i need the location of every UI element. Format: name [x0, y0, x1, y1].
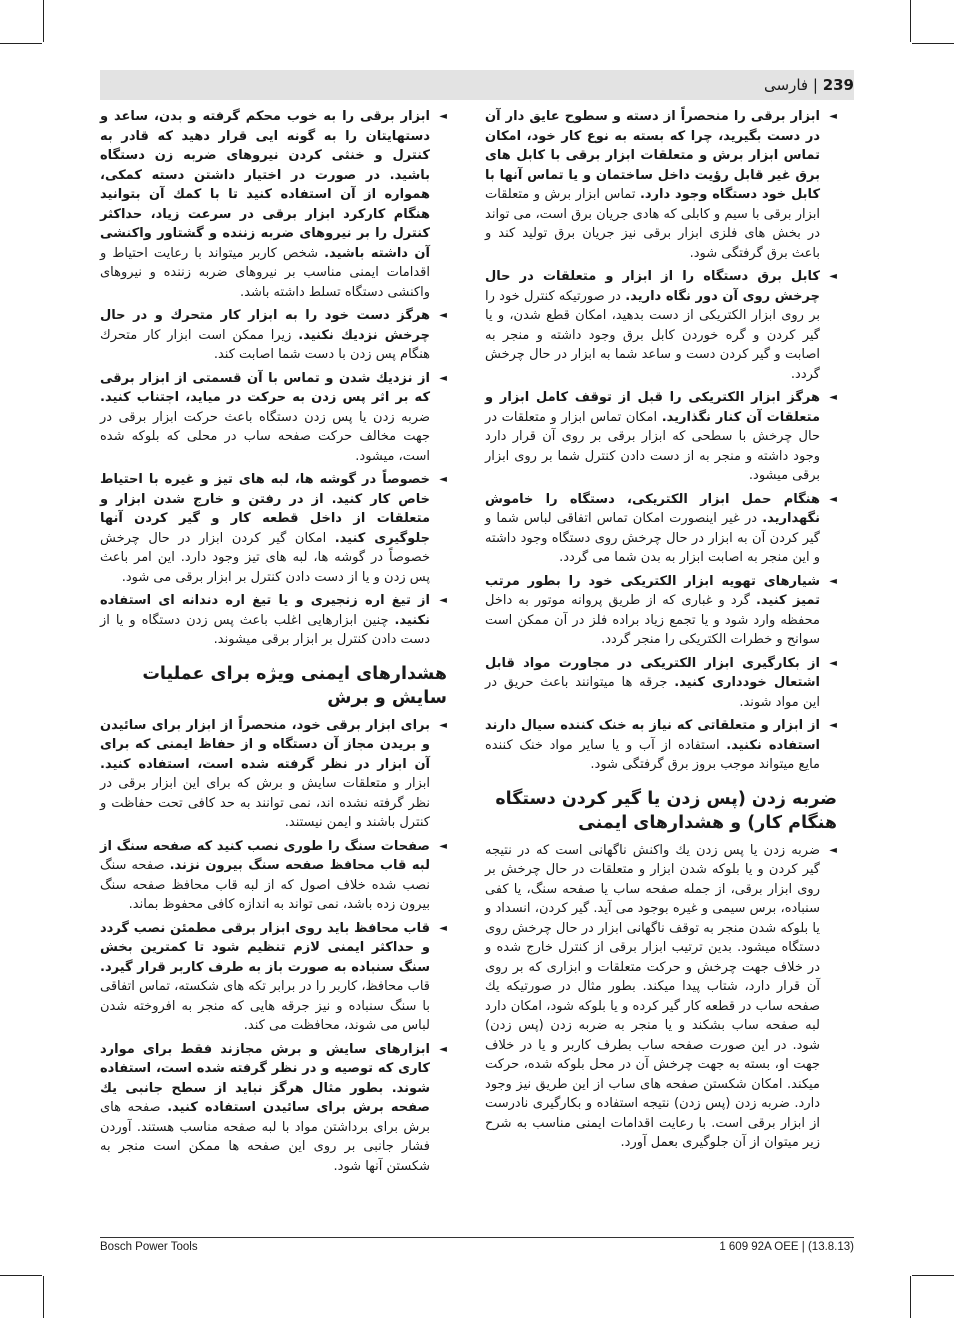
- item-text: در غیر اینصورت امکان تماس اتفاقی لباس شما و گیر کردن آن به ابزار در حال چرخش روی دستگاه وجود داشته و این منجر به اصابت ابزار به بدن شما می گردد.: [485, 511, 820, 565]
- crop-mark: [0, 43, 42, 44]
- safety-item: [100, 837, 447, 915]
- crop-mark: [43, 0, 44, 42]
- footer-brand: Bosch Power Tools: [100, 1241, 198, 1253]
- item-text: ضربه زدن یا پس زدن یك واكنش ناگهانی است كه در نتیجه گیر كردن و یا بلوكه شدن ابزار و متعلقات در حال چرخش بر روی ابزار برقی، از جمله صفحه ساب یا صفحه سنگ، یا كفی سنباده، برس سیمی و غیره بوجود می آید. گیر كردن، انسداد و یا بلوكه شدن منجر به توقف ناگهانی ابزار در حال چرخش روی دستگاه میشود. بدین ترتیب ابزار برقی از كنترل خارج شده و در خلاف جهت چرخش و حركت متعلقات و ابزاری كه بر روی آن قرار دارد، شتاب پیدا میكند. بطور مثال در صورتیكه یك صفحه ساب در قطعه كار گیر كرده و یا بلوكه شود، امكان دارد لبه صفحه ساب بشكند و یا منجر به ضربه زدن (پس زدن) شود. در این صورت صفحه ساب بطرف كاربر و یا در خلاف جهت او، بسته به جهت چرخش آن در محل بلوكه شده، حركت میكند. امكان شكستن صفحه های ساب از این طریق نیز وجود دارد. ضربه زدن (پس زدن) نتیجه استفاده و بكارگیری نادرست از ابزار برقی است. با رعایت اقدامات ایمنی مناسب به شرح زیر میتوان از آن جلوگیری بعمل آورد.: [485, 842, 820, 1150]
- item-bold: از تیغ اره زنجیری و یا تیغ اره دندانه ای استفاده نکنید.: [100, 593, 430, 628]
- item-text: گرد و غباری که از طریق پروانه موتور به داخل محفظه وارد شود و یا تجمع زیاد براده فلز در آن ممکن است سوانح و خطرات الکتریکی را منجر گردد.: [485, 593, 820, 647]
- safety-item: [485, 267, 837, 384]
- item-bold: قاب محافظ باید روی ابزار برقی مطمئن نصب گردد و حداکثر ایمنی لازم تنظیم شود تا کمترین بخش سنگ سنباده به صورت باز به طرف کاربر قرار گیرد.: [100, 920, 430, 975]
- item-text: شخص کاربر میتواند با رعایت احتیاط و اقدامات ایمنی مناسب بر نیروهای ضربه زننده و نیروهای واکنشی دستگاه تسلط داشته باشد.: [100, 245, 430, 300]
- item-bold: صفحات سنگ را طوری نصب کنید که صفحه سنگ از لبه قاب محافظ صفحه سنگ بیرون نزند.: [100, 838, 430, 873]
- safety-item: [100, 470, 447, 587]
- item-bold: برای ابزار برقی خود، منحصراً از ابزار برای سائیدن و بریدن مجاز آن دستگاه و از حفاظ ایمنی که برای آن ابزار در نظر گرفته شده است، استفاده کنید.: [100, 717, 430, 772]
- header-separator: |: [808, 76, 823, 94]
- safety-item: [100, 716, 447, 833]
- safety-item: [100, 591, 447, 650]
- item-text: امکان گیر کردن ابزار در حال چرخش خصوصاً در گوشه ها، لبه های تیز وجود دارد. این امر باعث پس زدن و یا از دست دادن کنترل بر ابزار برقی می شود.: [100, 530, 430, 585]
- item-text: تماس ابزار برش و متعلقات ابزار برقی با سیم و کابلی که هادی جریان برق است، می تواند در بخش های فلزی ابزار برقی نیز جریان برق تولید کند و باعث برق گرفتگی شود.: [485, 187, 820, 261]
- item-text: امکان تماس ابزار و متعلقات در حال چرخش با سطحی که ابزار برقی بر روی آن قرار دارد وجود داشته و منجر به از دست دادن کنترل شما بر روی ابزار برقی میشود.: [485, 409, 820, 483]
- item-text: صفحه سنگ نصب شده خلاف اصول که از لبه قاب محافظ صفحه سنگ بیرون زده باشد، نمی تواند به اندازه کافی محفوظ بماند.: [100, 858, 430, 912]
- crop-mark: [912, 43, 954, 44]
- right-column: [485, 107, 837, 1157]
- crop-mark: [912, 1275, 954, 1276]
- item-bold: خصوصاً در گوشه ها، لبه های تیز و غیره با احتیاط خاص کار کنید. از در رفتن و خارج شدن ابزار و متعلقات از داخل قطعه کار و گیر کردن آنها جلوگیری کنید.: [100, 472, 430, 546]
- item-text: ابزار و متعلقات سایش و برش که برای این ابزار برقی در نظر گرفته نشده اند، نمی توانند به حد کافی تحت حفاظت و کنترل باشند و ایمن نیستند.: [100, 776, 430, 830]
- safety-item: [485, 716, 837, 775]
- safety-item: [100, 1040, 447, 1177]
- page-number: 239: [822, 76, 854, 94]
- item-text: چنین ابزارهایی اغلب باعث پس زدن دستگاه و یا از دست دادن کنترل بر ابزار برقی میشوند.: [100, 612, 430, 647]
- left-column: [100, 107, 447, 1180]
- section-heading-grinding: هشدارهای ایمنی ویژه برای عملیات سایش و برش: [142, 663, 447, 708]
- page-header: [764, 76, 854, 94]
- crop-mark: [43, 1276, 44, 1318]
- item-bold: از بکارگیری ابزار الکتریکی در مجاورت مواد قابل اشتعال خودداری کنید.: [485, 655, 821, 690]
- language-label: فارسی: [764, 76, 809, 94]
- safety-item: [100, 306, 447, 365]
- item-text: جرقه ها میتوانند باعث حریق در این مواد شوند.: [485, 675, 820, 710]
- item-text: استفاده از آب و یا سایر مواد خنک کننده مایع میتواند موجب بروز برق گرفتگی شود.: [485, 737, 820, 772]
- header-bar: [100, 70, 854, 100]
- safety-item: [485, 654, 837, 713]
- item-bold: از ابزار و متعلقاتی که نیاز به خنک کننده سیال دارند استفاده نکنید.: [485, 718, 820, 753]
- footer-rule: [100, 1237, 854, 1238]
- safety-item: [485, 572, 837, 650]
- item-bold: ابزارهای سایش و برش مجازند فقط برای موارد کاری که توصیه و در نظر گرفته شده است، استفاده شوند. بطور مثال هرگز نباید از سطح جانبی یك صفحه برش برای سائیدن استفاده کنید.: [100, 1041, 430, 1115]
- crop-mark: [0, 1275, 42, 1276]
- item-text: صفحه های برش برای برداشتن مواد با لبه صفحه مناسب هستند. آوردن فشار جانبی بر روی این صفحه ها ممکن است منجر به شکستن آنها شود.: [100, 1100, 430, 1174]
- item-text: زیرا ممکن است ابزار کار متحرك هنگام پس زدن با دست شما اصابت کند.: [100, 327, 430, 362]
- safety-item: [100, 107, 447, 302]
- item-text: ضربه زدن یا پس زدن دستگاه باعث حرکت ابزار برقی در جهت مخالف حرکت صفحه ساب در محلی که بلوکه شده است، میشود.: [100, 409, 430, 464]
- safety-item: [485, 841, 837, 1153]
- item-bold: هنگام حمل ابزار الکتریکی، دستگاه را خاموش نگهدارید.: [485, 491, 820, 526]
- item-bold: ابزار برقی را به خوب محکم گرفته و بدن، ساعد و دستهایتان را به گونه ایی قرار دهید که قادر به کنترل و خنثی کردن نیروهای ضربه زن دستگاه باشید. در صورت در اختیار داشتن دسته کمکی، همواره از آن استفاده کنید تا با کمك آن بتوانید هنگام کارکرد ابزار برقی در سرعت زیاد، حداکثر کنترل را بر نیروهای ضربه زننده و گشتاور واکنشی آن داشته باشید.: [100, 109, 430, 261]
- footer-doc-id: 1 609 92A OEE | (13.8.13): [719, 1241, 854, 1253]
- item-bold: هرگز ابزار الکتریکی را قبل از توقف کامل ابزار و متعلقات آن کنار نگذارید.: [485, 390, 820, 425]
- safety-item: [485, 388, 837, 486]
- safety-item: [485, 107, 837, 263]
- item-bold: از نزدیك شدن و تماس با آن قسمتی از ابزار برقی که بر اثر پس زدن به حرکت در میاید، اجتناب کنید.: [100, 370, 430, 405]
- item-text: در صورتیکه کنترل خود را بر روی ابزار الکتریکی از دست بدهید، امکان قطع شدن، و یا گیر کردن و گره خوردن کابل برق وجود داشته و منجر به اصابت و گیر کردن دست و ساعد شما به ابزار در حال چرخش گردد.: [485, 288, 820, 382]
- section-heading-kickback: ضربه زدن (پس زدن یا گیر کردن دستگاه هنگام کار) و هشدارهای ایمنی: [495, 788, 837, 833]
- item-bold: شیارهای تهویه ابزار الکتریکی خود را بطور مرتب تمیز کنید.: [485, 573, 820, 608]
- item-text: قاب محافظ، کاربر را در برابر تکه های شکسته، تماس اتفاقی با سنگ سنباده و نیز جرقه هایی که منجر به افروخته شدن لباس می شوند، محافظت می کند.: [100, 979, 430, 1033]
- safety-item: [100, 919, 447, 1036]
- item-bold: ابزار برقی را منحصراً از دسته و سطوح عایق دار آن در دست بگیرید، چرا که بسته به نوع کار خود، امکان تماس ابزار برش و متعلقات ابزار برقی با کابل های برق غیر قابل رؤیت داخل ساختمان و یا تماس آنها با کابل خود دستگاه وجود دارد.: [485, 109, 821, 202]
- item-bold: کابل برق دستگاه را از ابزار و متعلقات در حال چرخش روی آن دور نگاه دارید.: [485, 269, 820, 304]
- crop-mark: [910, 1276, 911, 1318]
- safety-item: [485, 490, 837, 568]
- safety-item: [100, 369, 447, 467]
- item-bold: هرگز دست خود را به ابزار کار متحرك و در حال چرخش نزدیك نکنید.: [100, 308, 431, 343]
- crop-mark: [910, 0, 911, 42]
